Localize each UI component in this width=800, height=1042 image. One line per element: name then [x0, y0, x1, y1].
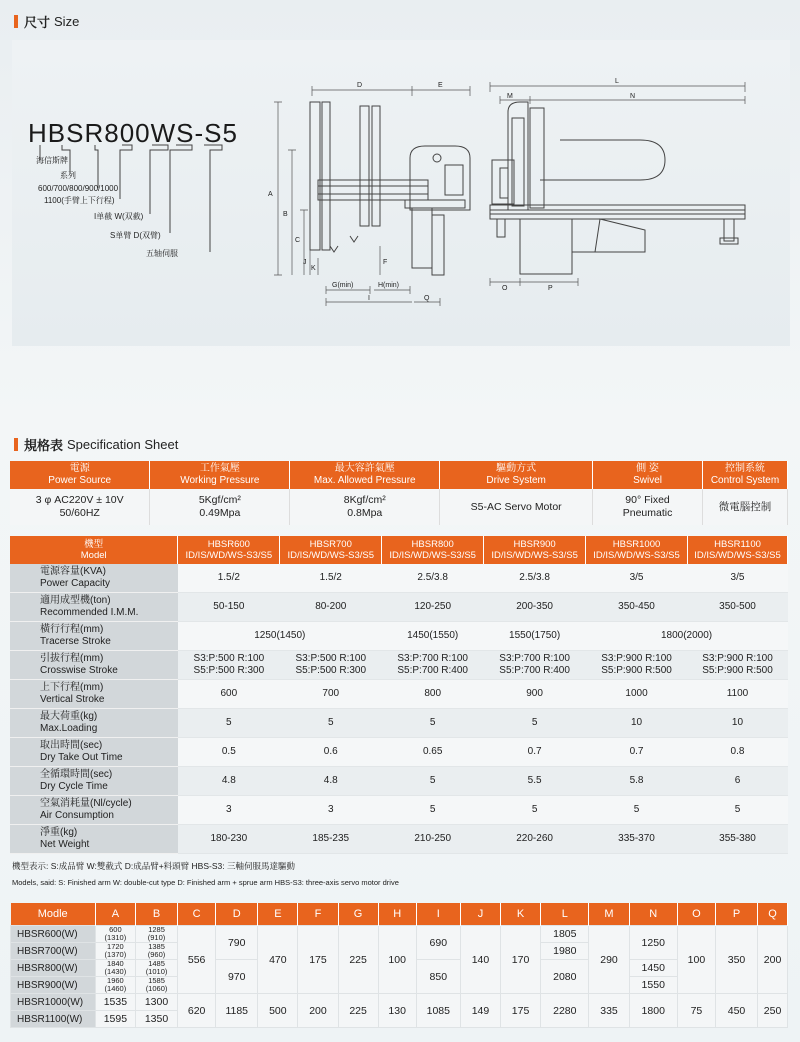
val-swivel: [593, 489, 703, 525]
cell-value: [382, 651, 484, 680]
cell-value: 0.65: [382, 738, 484, 767]
cell-line: S5:P:700 R:400: [397, 665, 468, 676]
cell-value: 1450(1550): [382, 622, 484, 651]
hdr-model-col: [586, 536, 688, 564]
table-row: [10, 709, 788, 738]
cell-j: 140: [460, 926, 500, 994]
row-label-zh: 上下行程(mm): [40, 682, 104, 693]
row-label: [10, 767, 178, 796]
cell-value: 4.8: [178, 767, 280, 796]
cell-line: S3:P:500 R:100: [193, 653, 265, 664]
row-label-en: Dry Take Out Time: [40, 752, 123, 763]
cell-line: S5:P:900 R:500: [702, 665, 773, 676]
val-max-pressure: [290, 489, 440, 525]
row-label: [10, 622, 178, 651]
row-label: [10, 738, 178, 767]
row-label-zh: 引拔行程(mm): [40, 653, 104, 664]
row-label-zh: 取出時間(sec): [40, 740, 103, 751]
model-spec-table: [10, 536, 788, 854]
model-variants: ID/IS/WD/WS-S3/S5: [491, 550, 578, 561]
hdr-en: Drive System: [486, 475, 546, 486]
cell-d: 1185: [216, 994, 258, 1028]
model-variants: ID/IS/WD/WS-S3/S5: [389, 550, 476, 561]
legend-servo: 五轴伺服: [146, 249, 178, 258]
dim-col-header: H: [378, 903, 416, 926]
val-line: 5Kgf/cm²: [198, 494, 241, 506]
row-model: HBSR800(W): [11, 960, 96, 977]
hdr-zh: 側 姿: [636, 463, 659, 474]
cell-f: 175: [298, 926, 338, 994]
model-name: HBSR700: [309, 539, 352, 550]
cell-n: 1800: [629, 994, 677, 1028]
spec-title-en: Specification Sheet: [67, 437, 179, 452]
row-label-en: Crosswise Stroke: [40, 665, 118, 676]
dim-col-header: B: [135, 903, 177, 926]
cell-o: 100: [677, 926, 715, 994]
cell-value: 10: [687, 709, 787, 738]
model-variants: ID/IS/WD/WS-S3/S5: [185, 550, 273, 561]
hdr-en: Power Source: [48, 475, 112, 486]
cell-value: 355-380: [687, 825, 787, 854]
val-line: 50/60HZ: [59, 507, 100, 519]
cell-h: 130: [378, 994, 416, 1028]
model-variants: ID/IS/WD/WS-S3/S5: [694, 550, 781, 561]
cell-g: 225: [338, 926, 378, 994]
row-label: [10, 709, 178, 738]
cell-value: 1800(2000): [586, 622, 788, 651]
model-name: HBSR1000: [612, 539, 661, 550]
hdr-power: [10, 461, 150, 489]
hdr-model-col: [382, 536, 484, 564]
dim-col-header: C: [178, 903, 216, 926]
val-line: 3 φ AC220V ± 10V: [35, 494, 124, 506]
cell-value: 0.5: [178, 738, 280, 767]
cell-value: 1.5/2: [178, 564, 280, 593]
cell-n: 1550: [629, 977, 677, 994]
model-name: HBSR800: [411, 539, 454, 550]
cell-n: 1250: [629, 926, 677, 960]
table-row: [10, 738, 788, 767]
dim-label: E: [438, 82, 443, 89]
cell-value: 5: [178, 709, 280, 738]
cell-value: 200-350: [484, 593, 586, 622]
table-row: [10, 767, 788, 796]
cell-a: [95, 943, 135, 960]
dim-label: C: [295, 237, 301, 244]
dim-col-header: N: [629, 903, 677, 926]
hdr-en: Working Pressure: [180, 475, 260, 486]
cell-b: 1350: [135, 1011, 177, 1028]
dim-col-header: E: [258, 903, 298, 926]
cell-value: 3: [280, 796, 382, 825]
dim-label: A: [268, 191, 273, 198]
legend-section: I单截 W(双截): [94, 212, 144, 221]
cell-d: 970: [216, 960, 258, 994]
row-label: [10, 564, 178, 593]
cell-value: 0.7: [586, 738, 688, 767]
cell-value: [484, 651, 586, 680]
legend-connectors: [40, 145, 222, 252]
cell-o: 75: [677, 994, 715, 1028]
power-spec-table: [10, 461, 788, 525]
cell-line: S3:P:900 R:100: [702, 653, 773, 664]
hdr-control: [703, 461, 788, 489]
dim-label: P: [548, 285, 553, 292]
dim-col-header: A: [95, 903, 135, 926]
hdr-en: Model: [80, 550, 107, 561]
dim-col-header: D: [216, 903, 258, 926]
cell-value: 210-250: [382, 825, 484, 854]
dim-label: F: [383, 259, 388, 266]
table-row: [11, 926, 788, 943]
cell-line: 1385: [148, 942, 165, 951]
cell-value: 1100: [687, 680, 787, 709]
table-row: [10, 796, 788, 825]
table-row: [10, 622, 788, 651]
table-row: [10, 825, 788, 854]
cell-a: 1535: [95, 994, 135, 1011]
row-label-en: Air Consumption: [40, 810, 114, 821]
cell-n: 1450: [629, 960, 677, 977]
hdr-zh: 機型: [84, 539, 104, 550]
cell-l: 2280: [541, 994, 589, 1028]
hdr-zh: 電源: [69, 463, 90, 474]
val-line: 0.49Mpa: [199, 507, 241, 519]
cell-value: 185-235: [280, 825, 382, 854]
cell-h: 100: [378, 926, 416, 994]
row-label: [10, 651, 178, 680]
dim-label: Q: [424, 295, 430, 302]
dim-label: M: [507, 93, 513, 100]
val-power: [10, 489, 150, 525]
spec-section-title: [14, 435, 178, 454]
legend-stroke: 600/700/800/900/1000: [38, 184, 119, 193]
model-name: HBSR900: [513, 539, 556, 550]
cell-value: 5.5: [484, 767, 586, 796]
cell-a: [95, 960, 135, 977]
val-line: 0.8Mpa: [347, 507, 383, 519]
cell-value: 4.8: [280, 767, 382, 796]
dim-label: L: [615, 78, 619, 85]
cell-e: 500: [258, 994, 298, 1028]
cell-b: [135, 977, 177, 994]
hdr-model: [10, 536, 178, 564]
cell-f: 200: [298, 994, 338, 1028]
dim-col-header: Modle: [11, 903, 96, 926]
cell-value: 5: [687, 796, 787, 825]
cell-value: 0.8: [687, 738, 787, 767]
cell-a: 1595: [95, 1011, 135, 1028]
dim-label: J: [303, 259, 307, 266]
cell-value: 5: [382, 709, 484, 738]
row-label-en: Max.Loading: [40, 723, 98, 734]
row-label-zh: 全循環時間(sec): [40, 769, 113, 780]
hdr-model-col: [280, 536, 382, 564]
cell-value: 5: [382, 767, 484, 796]
hdr-pressure: [150, 461, 290, 489]
dim-col-header: K: [501, 903, 541, 926]
row-label-en: Vertical Stroke: [40, 694, 105, 705]
technical-drawing: [0, 0, 800, 350]
cell-line: (960): [147, 950, 166, 959]
hdr-zh: 工作氣壓: [199, 463, 240, 474]
cell-l: 1805: [541, 926, 589, 943]
cell-k: 170: [501, 926, 541, 994]
cell-value: 0.6: [280, 738, 382, 767]
cell-a: [95, 926, 135, 943]
cell-line: S5:P:900 R:500: [601, 665, 672, 676]
model-code: HBSR800WS-S5: [28, 118, 238, 148]
size-title-zh: 尺寸: [24, 15, 51, 30]
dim-label: H(min): [378, 282, 399, 289]
cell-line: (1460): [104, 984, 127, 993]
cell-line: 1840: [107, 959, 124, 968]
cell-value: 800: [382, 680, 484, 709]
hdr-swivel: [593, 461, 703, 489]
row-label-en: Net Weight: [40, 839, 90, 850]
row-model: HBSR700(W): [11, 943, 96, 960]
dim-col-header: P: [715, 903, 757, 926]
model-name: HBSR600: [207, 539, 250, 550]
dim-col-header: F: [298, 903, 338, 926]
legend-arm: S单臂 D(双臂): [110, 231, 161, 240]
side-view: [490, 102, 745, 274]
row-model: HBSR600(W): [11, 926, 96, 943]
hdr-en: Swivel: [633, 475, 662, 486]
cell-line: (910): [147, 933, 166, 942]
cell-l: 2080: [541, 960, 589, 994]
cell-line: S3:P:700 R:100: [397, 653, 468, 664]
row-model: HBSR900(W): [11, 977, 96, 994]
cell-value: 5: [484, 709, 586, 738]
cell-value: 5: [382, 796, 484, 825]
cell-value: 1000: [586, 680, 688, 709]
cell-value: [178, 651, 280, 680]
dim-col-header: O: [677, 903, 715, 926]
cell-m: 290: [589, 926, 629, 994]
cell-i: 690: [416, 926, 460, 960]
cell-value: 5.8: [586, 767, 688, 796]
size-title-en: Size: [54, 14, 80, 29]
val-drive: S5-AC Servo Motor: [440, 489, 593, 525]
cell-value: 900: [484, 680, 586, 709]
hdr-model-col: [687, 536, 787, 564]
dim-label: B: [283, 211, 288, 218]
cell-l: 1980: [541, 943, 589, 960]
front-view: [310, 102, 470, 275]
row-model: HBSR1100(W): [11, 1011, 96, 1028]
cell-c: 620: [178, 994, 216, 1028]
model-note-en: Models, said: S: Finished arm W: double-cut type D: Finished arm + sprue arm HBS-S3: three-axis servo motor drive: [12, 878, 399, 887]
cell-value: 2.5/3.8: [484, 564, 586, 593]
model-name: HBSR1100: [714, 539, 761, 550]
hdr-zh: 控制系統: [725, 463, 765, 474]
val-pressure: [150, 489, 290, 525]
hdr-model-col: [178, 536, 280, 564]
table-row: [10, 651, 788, 680]
cell-value: 5: [484, 796, 586, 825]
row-label-en: Dry Cycle Time: [40, 781, 108, 792]
cell-value: [687, 651, 787, 680]
cell-b: [135, 960, 177, 977]
row-label: [10, 796, 178, 825]
row-label-zh: 電源容量(KVA): [40, 566, 106, 577]
dim-label: O: [502, 285, 508, 292]
cell-line: S3:P:500 R:100: [295, 653, 367, 664]
val-line: Pneumatic: [622, 507, 673, 519]
cell-value: 0.7: [484, 738, 586, 767]
cell-c: 556: [178, 926, 216, 994]
cell-b: 1300: [135, 994, 177, 1011]
row-label-zh: 橫行行程(mm): [40, 624, 104, 635]
val-control: 微電腦控制: [703, 489, 788, 525]
hdr-zh: 驅動方式: [496, 463, 537, 474]
spec-title-zh: 規格表: [24, 438, 64, 453]
cell-value: 1550(1750): [484, 622, 586, 651]
cell-value: [586, 651, 688, 680]
dim-col-header: Q: [758, 903, 788, 926]
cell-line: S3:P:700 R:100: [499, 653, 570, 664]
model-variants: ID/IS/WD/WS-S3/S5: [593, 550, 680, 561]
row-label: [10, 825, 178, 854]
row-label-zh: 最大荷重(kg): [40, 711, 98, 722]
dimension-letters: [268, 78, 635, 302]
row-label-zh: 空氣消耗量(Nl/cycle): [40, 798, 132, 809]
cell-value: 180-230: [178, 825, 280, 854]
hdr-en: Max. Allowed Pressure: [313, 475, 416, 486]
dimension-table: [10, 903, 788, 1028]
cell-value: 220-260: [484, 825, 586, 854]
cell-g: 225: [338, 994, 378, 1028]
hdr-model-col: [484, 536, 586, 564]
cell-line: 1585: [148, 976, 165, 985]
hdr-zh: 最大容許氣壓: [334, 463, 395, 474]
cell-k: 175: [501, 994, 541, 1028]
cell-value: 80-200: [280, 593, 382, 622]
dim-col-header: J: [460, 903, 500, 926]
cell-p: 450: [715, 994, 757, 1028]
table-row: [10, 680, 788, 709]
hdr-max-pressure: [290, 461, 440, 489]
cell-line: S3:P:900 R:100: [601, 653, 672, 664]
cell-line: S5:P:700 R:400: [499, 665, 570, 676]
cell-line: 1960: [107, 976, 124, 985]
val-line: 8Kgf/cm²: [343, 494, 386, 506]
row-label-zh: 淨重(kg): [40, 827, 78, 838]
model-variants: ID/IS/WD/WS-S3/S5: [287, 550, 375, 561]
cell-line: (1430): [104, 967, 127, 976]
cell-value: 350-500: [687, 593, 787, 622]
row-model: HBSR1000(W): [11, 994, 96, 1011]
cell-value: 1250(1450): [178, 622, 382, 651]
cell-line: (1370): [104, 950, 127, 959]
cell-value: 350-450: [586, 593, 688, 622]
cell-line: (1310): [104, 933, 127, 942]
cell-line: (1060): [145, 984, 168, 993]
row-label: [10, 680, 178, 709]
table-row: [10, 593, 788, 622]
cell-value: 3/5: [586, 564, 688, 593]
row-label-en: Power Capacity: [40, 578, 111, 589]
row-label: [10, 593, 178, 622]
row-label-zh: 適用成型機(ton): [40, 595, 111, 606]
cell-value: [280, 651, 382, 680]
cell-line: S5:P:500 R:300: [193, 665, 265, 676]
cell-b: [135, 926, 177, 943]
cell-e: 470: [258, 926, 298, 994]
hdr-en: Control System: [710, 475, 780, 486]
cell-line: S5:P:500 R:300: [295, 665, 367, 676]
cell-i: 850: [416, 960, 460, 994]
row-label-en: Recommended I.M.M.: [40, 607, 139, 618]
section-marker: [14, 438, 18, 451]
legend-brand: 海信斯牌: [36, 156, 68, 165]
table-row: [11, 994, 788, 1011]
cell-value: 1.5/2: [280, 564, 382, 593]
cell-value: 50-150: [178, 593, 280, 622]
cell-i: 1085: [416, 994, 460, 1028]
cell-value: 5: [280, 709, 382, 738]
dim-label: N: [630, 93, 636, 100]
cell-value: 5: [586, 796, 688, 825]
row-label-en: Tracerse Stroke: [40, 636, 111, 647]
cell-value: 3/5: [687, 564, 787, 593]
dim-col-header: G: [338, 903, 378, 926]
model-note-zh: 機型表示: S:成品臂 W:雙截式 D:成品臂+料頭臂 HBS-S3: 三軸伺服馬達驅動: [12, 861, 295, 871]
cell-line: (1010): [145, 967, 168, 976]
cell-value: 700: [280, 680, 382, 709]
cell-q: 200: [758, 926, 788, 994]
cell-q: 250: [758, 994, 788, 1028]
cell-a: [95, 977, 135, 994]
cell-value: 2.5/3.8: [382, 564, 484, 593]
cell-d: 790: [216, 926, 258, 960]
dim-label: K: [311, 265, 316, 272]
cell-line: 1285: [148, 925, 165, 934]
cell-line: 600: [109, 925, 122, 934]
cell-value: 600: [178, 680, 280, 709]
table-row: [10, 564, 788, 593]
val-line: 90° Fixed: [625, 494, 670, 506]
dim-label: G(min): [332, 282, 354, 289]
cell-value: 120-250: [382, 593, 484, 622]
cell-line: 1485: [148, 959, 165, 968]
cell-p: 350: [715, 926, 757, 994]
dim-col-header: M: [589, 903, 629, 926]
cell-value: 335-370: [586, 825, 688, 854]
hdr-drive: [440, 461, 593, 489]
dim-col-header: I: [416, 903, 460, 926]
cell-line: 1720: [107, 942, 124, 951]
dim-label: I: [368, 295, 370, 302]
cell-m: 335: [589, 994, 629, 1028]
cell-value: 3: [178, 796, 280, 825]
legend-stroke-2: 1100(手臂上下行程): [44, 196, 115, 205]
dim-col-header: L: [541, 903, 589, 926]
legend-series: 系列: [60, 171, 76, 180]
cell-value: 6: [687, 767, 787, 796]
dim-label: D: [357, 82, 363, 89]
cell-j: 149: [460, 994, 500, 1028]
cell-b: [135, 943, 177, 960]
cell-value: 10: [586, 709, 688, 738]
